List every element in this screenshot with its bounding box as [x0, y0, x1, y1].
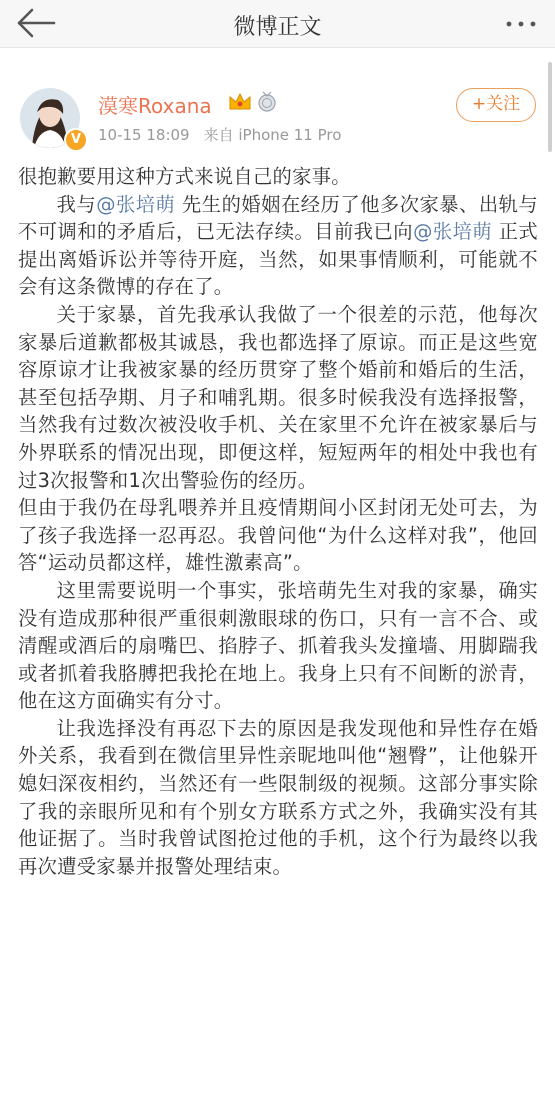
text: 我与	[56, 192, 97, 216]
paragraph: 很抱歉要用这种方式来说自己的家事。	[18, 165, 351, 188]
mention-link[interactable]: @张培萌	[96, 192, 176, 216]
post-source: 来自 iPhone 11 Pro	[203, 126, 342, 144]
post-body	[18, 163, 538, 880]
post-meta	[98, 124, 355, 145]
mention-link[interactable]: @张培萌	[413, 220, 493, 244]
text: 先生的婚姻在经历了他多次家暴、出轨与不可调和的矛盾后，已无法存续。目前我已向	[18, 192, 539, 244]
text: 正式提出离婚诉讼并等待开庭，当然，如果事情顺利，可能就不会有这条微博的存在了。	[18, 220, 539, 299]
avatar[interactable]	[20, 88, 84, 152]
verified-badge-icon: V	[64, 128, 88, 152]
follow-button[interactable]: +关注	[456, 88, 536, 122]
paragraph: 这里需要说明一个事实，张培萌先生对我的家暴，确实没有造成那种很严重很刺激眼球的伤口，只有一言不合、或清醒或酒后的扇嘴巴、掐脖子、抓着我头发撞墙、用脚踹我或者抓着我胳膊把我抡在地上。我身上只有不间断的淤青，他在这方面确实有分寸。	[18, 578, 538, 713]
medal-badge-icon[interactable]	[257, 91, 277, 113]
page-title: 微博正文	[233, 15, 322, 40]
more-dots-icon[interactable]	[503, 14, 539, 34]
paragraph: 关于家暴，首先我承认我做了一个很差的示范，他每次家暴后道歉都极其诚恳，我也都选择了原谅。而正是这些宽容原谅才让我被家暴的经历贯穿了整个婚前和婚后的生活，甚至包括孕期、月子和哺乳期。很多时候我没有选择报警，当然我有过数次被没收手机、关在家里不允许在被家暴后与外界联系的情况出现，即便这样，短短两年的相处中我也有过3次报警和1次出警验伤的经历。	[18, 302, 538, 492]
paragraph: 但由于我仍在母乳喂养并且疫情期间小区封闭无处可去，为了孩子我选择一忍再忍。我曾问他“为什么这样对我”，他回答“运动员都这样，雄性激素高”。	[18, 496, 538, 575]
scrollbar[interactable]	[548, 62, 552, 152]
post-time: 10-15 18:09	[98, 126, 190, 144]
top-navigation-bar	[0, 0, 555, 48]
paragraph: 让我选择没有再忍下去的原因是我发现他和异性存在婚外关系，我看到在微信里异性亲昵地叫他“翘臀”，让他躲开媳妇深夜相约，当然还有一些限制级的视频。这部分事实除了我的亲眼所见和有个别女方联系方式之外，我确实没有其他证据了。当时我曾试图抢过他的手机，这个行为最终以我再次遭受家暴并报警处理结束。	[18, 716, 538, 878]
crown-badge-icon[interactable]	[227, 91, 253, 113]
paragraph	[18, 191, 538, 301]
username[interactable]: 漠寒Roxana	[98, 94, 212, 118]
